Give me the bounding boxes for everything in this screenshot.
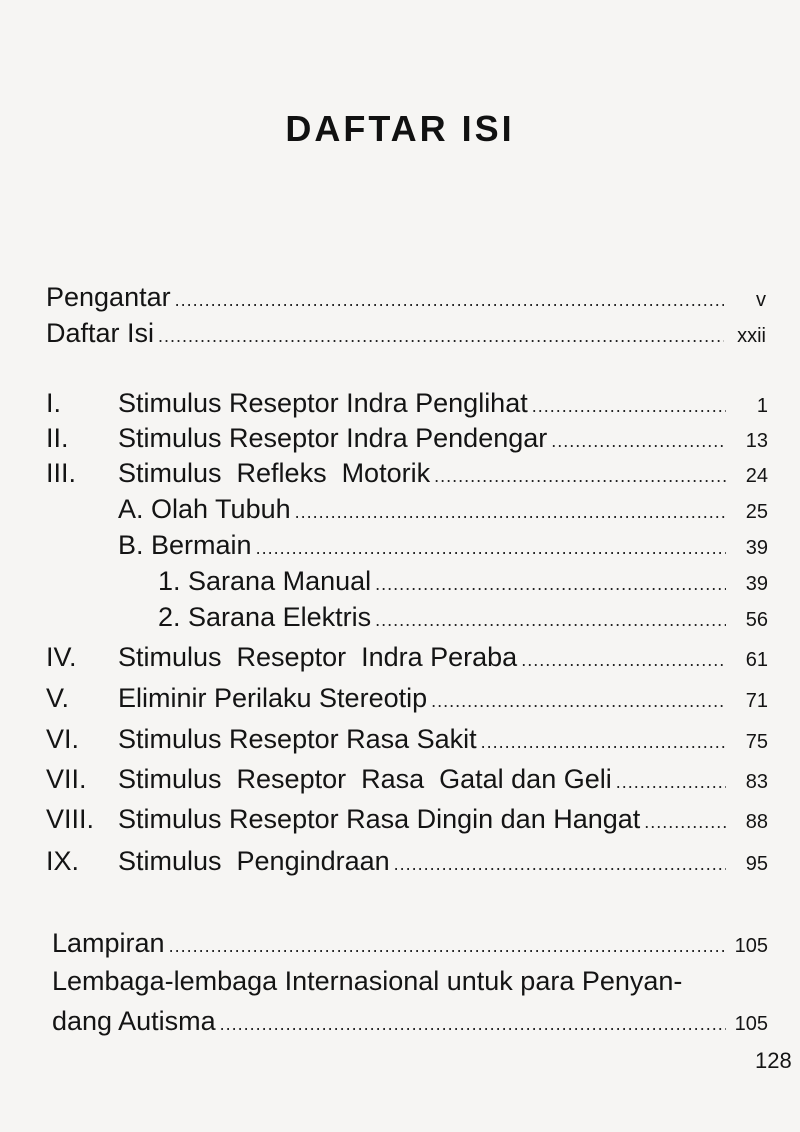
entry-page: 13: [745, 430, 768, 452]
chapter-number: I.: [46, 388, 62, 418]
entry-label: Stimulus Reseptor Rasa Sakit: [118, 724, 477, 754]
toc-entry-chapter-1: [46, 388, 768, 419]
toc-entry-subsection-b: [118, 530, 768, 561]
toc-entry-subsection-b2: [158, 602, 768, 633]
chapter-number: IV.: [46, 642, 77, 672]
leader-dots: [521, 650, 726, 671]
toc-entry-chapter-3: [46, 458, 768, 489]
entry-page: 71: [745, 690, 768, 712]
entry-label: Stimulus Refleks Motorik: [118, 458, 431, 488]
leader-dots: [481, 732, 726, 753]
toc-entry-chapter-2: [46, 423, 768, 454]
entry-label: Eliminir Perilaku Stereotip: [118, 683, 428, 713]
entry-page: xxii: [737, 325, 766, 347]
toc-entry-lampiran: [52, 928, 768, 959]
toc-entry-chapter-7: [46, 764, 768, 795]
toc-entry-lembaga: [52, 1006, 768, 1037]
leader-dots: [616, 772, 726, 793]
leader-dots: [431, 691, 726, 712]
entry-page: 105: [734, 935, 768, 957]
chapter-number: VIII.: [46, 804, 95, 834]
entry-label: 1. Sarana Manual: [158, 566, 372, 596]
entry-label: Stimulus Reseptor Indra Pendengar: [118, 423, 548, 453]
entry-page: 95: [745, 853, 768, 875]
leader-dots: [220, 1014, 726, 1035]
entry-page: 24: [745, 465, 768, 487]
entry-page: 1: [756, 395, 768, 417]
leader-dots: [394, 854, 726, 875]
entry-label: A. Olah Tubuh: [118, 494, 291, 524]
leader-dots: [532, 396, 726, 417]
entry-page: 75: [745, 731, 768, 753]
chapter-number: VII.: [46, 764, 87, 794]
leader-dots: [551, 431, 726, 452]
entry-label: Stimulus Reseptor Indra Peraba: [118, 642, 518, 672]
toc-entry-subsection-a: [118, 494, 768, 525]
page-number: 128: [755, 1048, 792, 1073]
chapter-number: II.: [46, 423, 69, 453]
leader-dots: [169, 936, 726, 957]
entry-label: Stimulus Reseptor Rasa Dingin dan Hangat: [118, 804, 641, 834]
toc-entry-subsection-b1: [158, 566, 768, 597]
entry-label: B. Bermain: [118, 530, 252, 560]
leader-dots: [158, 326, 724, 347]
entry-page: 88: [745, 811, 768, 833]
leader-dots: [256, 538, 726, 559]
toc-entry-chapter-8: [46, 804, 768, 835]
leader-dots: [644, 812, 726, 833]
toc-entry-pengantar: [46, 282, 766, 313]
entry-label: Lampiran: [52, 928, 165, 958]
leader-dots: [375, 574, 726, 595]
toc-entry-chapter-6: [46, 724, 768, 755]
entry-label: dang Autisma: [52, 1006, 216, 1036]
toc-entry-daftar-isi: [46, 318, 766, 349]
entry-page: 83: [745, 771, 768, 793]
toc-entry-lembaga-line1: Lembaga-lembaga Internasional untuk para Penyan-: [52, 966, 683, 996]
leader-dots: [175, 290, 724, 311]
chapter-number: V.: [46, 683, 70, 713]
entry-page: 25: [745, 501, 768, 523]
entry-label: 2. Sarana Elektris: [158, 602, 372, 632]
chapter-number: VI.: [46, 724, 80, 754]
entry-page: 61: [745, 649, 768, 671]
entry-label: Pengantar: [46, 282, 171, 312]
entry-page: v: [756, 289, 766, 311]
toc-entry-chapter-5: [46, 683, 768, 714]
entry-label: Stimulus Reseptor Indra Penglihat: [118, 388, 528, 418]
toc-entry-chapter-9: [46, 846, 768, 877]
entry-page: 39: [745, 573, 768, 595]
chapter-number: IX.: [46, 846, 80, 876]
entry-page: 39: [745, 537, 768, 559]
leader-dots: [434, 466, 726, 487]
chapter-number: III.: [46, 458, 77, 488]
page-title: DAFTAR ISI: [285, 108, 515, 149]
leader-dots: [295, 502, 726, 523]
toc-entry-chapter-4: [46, 642, 768, 673]
leader-dots: [375, 610, 726, 631]
entry-page: 105: [734, 1013, 768, 1035]
entry-page: 56: [745, 609, 768, 631]
entry-label: Daftar Isi: [46, 318, 155, 348]
entry-label: Stimulus Reseptor Rasa Gatal dan Geli: [118, 764, 612, 794]
entry-label: Stimulus Pengindraan: [118, 846, 390, 876]
